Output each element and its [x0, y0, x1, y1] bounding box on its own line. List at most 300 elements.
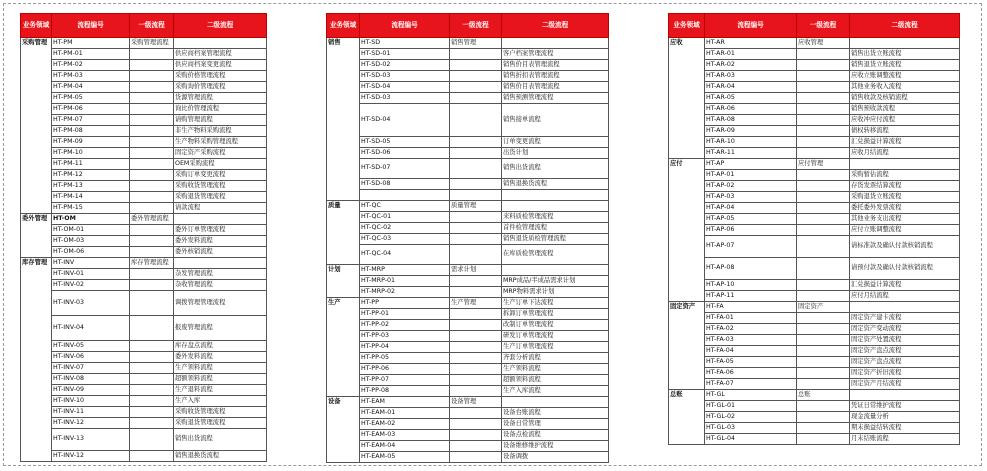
domain-cell: [669, 192, 705, 203]
domain-cell: [21, 363, 52, 374]
level2-cell: 库存盘点流程: [174, 341, 267, 352]
domain-cell: [669, 412, 705, 423]
level1-cell: [450, 287, 502, 298]
process-code-cell: HT-GL-03: [705, 423, 797, 434]
process-code-cell: HT-INV-05: [52, 341, 130, 352]
table-row: [21, 352, 267, 363]
level1-cell: [130, 363, 174, 374]
table-row: [327, 93, 609, 104]
table-row: [21, 396, 267, 407]
table-row: [327, 342, 609, 353]
level1-cell: [450, 179, 502, 190]
level2-cell: 销售退换货流程: [502, 179, 609, 190]
process-code-cell: HT-QC-02: [360, 223, 450, 234]
process-code-cell: HT-AR-02: [705, 60, 797, 71]
domain-cell: 销售: [327, 38, 360, 49]
table-row: [669, 236, 960, 258]
table-row: [21, 181, 267, 192]
table-row: [21, 148, 267, 159]
table-row: [327, 245, 609, 265]
domain-cell: [21, 71, 52, 82]
level1-cell: 应付管理: [797, 159, 850, 170]
domain-cell: [669, 236, 705, 258]
table-row: [21, 71, 267, 82]
level2-cell: 应收立账调整流程: [850, 71, 960, 82]
domain-cell: [327, 245, 360, 265]
level1-cell: [797, 291, 850, 302]
domain-cell: [327, 419, 360, 430]
table-row: [669, 49, 960, 60]
level1-cell: [450, 245, 502, 265]
level2-cell: 改制订单管理流程: [502, 320, 609, 331]
level2-cell: 期末损益结转流程: [850, 423, 960, 434]
table-row: [21, 192, 267, 203]
level2-cell: 采购退货管理流程: [174, 418, 267, 429]
level1-cell: 销售管理: [450, 38, 502, 49]
table-row: [327, 408, 609, 419]
level1-cell: [450, 49, 502, 60]
table-row: [327, 82, 609, 93]
level2-cell: 销售预测管理流程: [502, 93, 609, 104]
domain-cell: 库存管理: [21, 258, 52, 269]
table-row: [327, 452, 609, 463]
process-code-cell: HT-AR-04: [705, 82, 797, 93]
level2-cell: 生产入库流程: [502, 386, 609, 397]
process-code-cell: HT-SD-03: [360, 71, 450, 82]
level2-cell: 其他业务支出流程: [850, 214, 960, 225]
level2-cell: 首件检管理流程: [502, 223, 609, 234]
level2-cell: 固定资产盘点流程: [850, 357, 960, 368]
process-code-cell: HT-SD-05: [360, 137, 450, 148]
domain-cell: [21, 60, 52, 71]
domain-cell: [327, 234, 360, 245]
level2-cell: 固定资产建卡流程: [850, 313, 960, 324]
domain-cell: [327, 353, 360, 364]
level2-cell: 请购管理流程: [174, 115, 267, 126]
level1-cell: [797, 401, 850, 412]
process-code-cell: HT-AP-08: [705, 258, 797, 280]
domain-cell: [669, 423, 705, 434]
process-code-cell: HT-SD: [360, 38, 450, 49]
level1-cell: [130, 352, 174, 363]
process-code-cell: HT-INV-02: [52, 280, 130, 291]
process-code-cell: HT-AR-06: [705, 104, 797, 115]
level1-cell: 生产管理: [450, 298, 502, 309]
process-code-cell: HT-PM-02: [52, 60, 130, 71]
table-row: [327, 309, 609, 320]
level2-cell: 委外核销流程: [174, 247, 267, 258]
domain-cell: [327, 223, 360, 234]
table-row: [327, 419, 609, 430]
table-row: [669, 192, 960, 203]
level1-cell: [450, 408, 502, 419]
domain-cell: [327, 93, 360, 104]
domain-cell: 应收: [669, 38, 705, 49]
domain-cell: [327, 287, 360, 298]
level1-cell: [797, 82, 850, 93]
domain-cell: [327, 49, 360, 60]
level2-cell: 生产领料流程: [502, 364, 609, 375]
table-row: [21, 49, 267, 60]
process-code-cell: HT-OM: [52, 214, 130, 225]
process-code-cell: HT-QC: [360, 201, 450, 212]
level1-cell: [450, 441, 502, 452]
process-code-cell: HT-PM-01: [52, 49, 130, 60]
level1-cell: [450, 309, 502, 320]
level2-cell: 生产订单管理流程: [502, 342, 609, 353]
process-code-cell: HT-SD-02: [360, 60, 450, 71]
level1-cell: [130, 396, 174, 407]
level1-cell: [130, 192, 174, 203]
level2-cell: 销售出货流程: [502, 159, 609, 179]
level2-cell: 研发订单管理流程: [502, 331, 609, 342]
process-code-cell: HT-MRP-02: [360, 287, 450, 298]
domain-cell: [669, 357, 705, 368]
level1-cell: 采购管理流程: [130, 38, 174, 49]
level1-cell: [450, 137, 502, 148]
domain-cell: [669, 82, 705, 93]
header-domain: 业务领域: [669, 14, 705, 38]
table-row: [327, 159, 609, 179]
header-level1-process: 一级流程: [130, 14, 174, 38]
level1-cell: [450, 93, 502, 104]
process-code-cell: HT-AP-01: [705, 170, 797, 181]
process-code-cell: HT-PP-03: [360, 331, 450, 342]
level2-cell: 应付立账调整流程: [850, 225, 960, 236]
level1-cell: [130, 236, 174, 247]
level2-cell: 订单变更流程: [502, 137, 609, 148]
process-code-cell: HT-AP-06: [705, 225, 797, 236]
process-code-cell: HT-SD-06: [360, 148, 450, 159]
table-row: [669, 401, 960, 412]
level1-cell: [797, 203, 850, 214]
level1-cell: 委外管理流程: [130, 214, 174, 225]
level2-cell: 凭证日常维护流程: [850, 401, 960, 412]
domain-cell: [21, 159, 52, 170]
table-row: [21, 429, 267, 451]
domain-cell: [21, 126, 52, 137]
table-row: [327, 331, 609, 342]
domain-cell: [669, 214, 705, 225]
level1-cell: [450, 452, 502, 463]
level2-cell: [850, 38, 960, 49]
level2-cell: 固定资产变动流程: [850, 324, 960, 335]
table-row: [21, 203, 267, 214]
level2-cell: 采购退货立账流程: [850, 192, 960, 203]
table-row: [21, 291, 267, 316]
domain-cell: [327, 342, 360, 353]
process-code-cell: HT-GL-04: [705, 434, 797, 445]
level1-cell: [450, 320, 502, 331]
process-code-cell: HT-PM-11: [52, 159, 130, 170]
table-row: [21, 104, 267, 115]
domain-cell: [21, 429, 52, 451]
table-row: [669, 71, 960, 82]
process-code-cell: HT-PP-06: [360, 364, 450, 375]
process-code-cell: HT-FA-07: [705, 379, 797, 390]
domain-cell: [21, 291, 52, 316]
level2-cell: 固定资产折旧流程: [850, 368, 960, 379]
level2-cell: 存货发票结算流程: [850, 181, 960, 192]
table-row: [21, 214, 267, 225]
process-code-cell: HT-PM-05: [52, 93, 130, 104]
header-level2-process: 二级流程: [502, 14, 609, 38]
table-row: [327, 287, 609, 298]
process-code-cell: HT-PM-09: [52, 137, 130, 148]
level1-cell: 设备管理: [450, 397, 502, 408]
level2-cell: [174, 38, 267, 49]
header-level2-process: 二级流程: [174, 14, 267, 38]
process-code-cell: HT-QC-03: [360, 234, 450, 245]
domain-cell: [669, 434, 705, 445]
table-row: [21, 451, 267, 462]
table-row: [21, 407, 267, 418]
table-row: [669, 170, 960, 181]
domain-cell: [669, 401, 705, 412]
table-row: [327, 137, 609, 148]
process-code-cell: HT-SD-07: [360, 159, 450, 179]
process-code-cell: HT-PP-01: [360, 309, 450, 320]
level1-cell: [797, 434, 850, 445]
table-row: [21, 82, 267, 93]
process-code-cell: HT-PP-05: [360, 353, 450, 364]
process-code-cell: HT-PP: [360, 298, 450, 309]
table-row: [21, 236, 267, 247]
level2-cell: 来料质检管理流程: [502, 212, 609, 223]
table-row: [669, 324, 960, 335]
table-row: [669, 335, 960, 346]
domain-cell: [669, 258, 705, 280]
domain-cell: [327, 441, 360, 452]
header-domain: 业务领域: [21, 14, 52, 38]
domain-cell: [327, 408, 360, 419]
table-row: [327, 441, 609, 452]
domain-cell: [327, 331, 360, 342]
level1-cell: [130, 374, 174, 385]
domain-cell: [327, 71, 360, 82]
table-header-row: [669, 14, 960, 38]
domain-cell: [669, 280, 705, 291]
table-row: [21, 60, 267, 71]
level1-cell: [130, 407, 174, 418]
process-code-cell: HT-INV-06: [52, 352, 130, 363]
level1-cell: [130, 93, 174, 104]
domain-cell: [21, 181, 52, 192]
level2-cell: 债权转移流程: [850, 126, 960, 137]
domain-cell: [669, 148, 705, 159]
process-code-cell: HT-INV-10: [52, 396, 130, 407]
level1-cell: [797, 324, 850, 335]
domain-cell: [327, 148, 360, 159]
level2-cell: 杂发管理流程: [174, 269, 267, 280]
table-row: [327, 234, 609, 245]
level1-cell: [797, 214, 850, 225]
process-code-cell: HT-MRP: [360, 265, 450, 276]
process-code-cell: HT-INV: [52, 258, 130, 269]
domain-cell: [21, 374, 52, 385]
domain-cell: [21, 148, 52, 159]
process-code-cell: HT-OM-03: [52, 236, 130, 247]
process-code-cell: HT-EAM-03: [360, 430, 450, 441]
table-row: [669, 214, 960, 225]
process-code-cell: HT-GL: [705, 390, 797, 401]
level1-cell: [130, 126, 174, 137]
level2-cell: 超额领料流程: [174, 374, 267, 385]
level1-cell: [450, 342, 502, 353]
level2-cell: 生产物料采购管理流程: [174, 137, 267, 148]
level2-cell: 请预付款及确认付款核销流程: [850, 258, 960, 280]
domain-cell: [21, 352, 52, 363]
level2-cell: [850, 390, 960, 401]
level1-cell: [450, 430, 502, 441]
level2-cell: 销售价目表管理流程: [502, 60, 609, 71]
domain-cell: [327, 276, 360, 287]
level1-cell: [130, 71, 174, 82]
level1-cell: [450, 190, 502, 201]
level2-cell: 销售预收款流程: [850, 104, 960, 115]
process-code-cell: HT-AP-02: [705, 181, 797, 192]
level1-cell: 库存管理流程: [130, 258, 174, 269]
table-row: [21, 247, 267, 258]
process-code-cell: HT-PM-10: [52, 148, 130, 159]
domain-cell: 设备: [327, 397, 360, 408]
process-code-cell: HT-OM-06: [52, 247, 130, 258]
process-code-cell: HT-OM-01: [52, 225, 130, 236]
level1-cell: [797, 60, 850, 71]
level1-cell: [450, 375, 502, 386]
domain-cell: [21, 236, 52, 247]
domain-cell: [327, 430, 360, 441]
level2-cell: 采购询价管理流程: [174, 82, 267, 93]
domain-cell: 应付: [669, 159, 705, 170]
process-code-cell: HT-SD-04: [360, 104, 450, 137]
process-table-finance: [668, 13, 960, 445]
process-code-cell: HT-QC-01: [360, 212, 450, 223]
process-code-cell: HT-PM-07: [52, 115, 130, 126]
process-code-cell: HT-SD-04: [360, 82, 450, 93]
level2-cell: 销售接单流程: [502, 104, 609, 137]
process-code-cell: HT-INV-12: [52, 418, 130, 429]
process-code-cell: HT-FA-02: [705, 324, 797, 335]
level2-cell: 月末结账流程: [850, 434, 960, 445]
process-code-cell: HT-FA-03: [705, 335, 797, 346]
table-row: [327, 353, 609, 364]
table-row: [21, 269, 267, 280]
process-code-cell: HT-AP-04: [705, 203, 797, 214]
process-code-cell: HT-EAM-04: [360, 441, 450, 452]
header-process-code: 流程编号: [52, 14, 130, 38]
domain-cell: [21, 192, 52, 203]
level2-cell: 报废管理流程: [174, 316, 267, 341]
domain-cell: [327, 159, 360, 179]
level1-cell: [130, 159, 174, 170]
domain-cell: [21, 269, 52, 280]
level2-cell: [502, 201, 609, 212]
level1-cell: [797, 313, 850, 324]
table-row: [327, 320, 609, 331]
domain-cell: [327, 212, 360, 223]
level2-cell: 销售折扣表管理流程: [502, 71, 609, 82]
level2-cell: 调拨管理管理流程: [174, 291, 267, 316]
level2-cell: 生产入库: [174, 396, 267, 407]
domain-cell: [21, 170, 52, 181]
table-row: [669, 280, 960, 291]
table-row: [669, 357, 960, 368]
level1-cell: [797, 49, 850, 60]
process-code-cell: HT-INV-13: [52, 429, 130, 451]
domain-cell: [669, 93, 705, 104]
level2-cell: 请款流程: [174, 203, 267, 214]
level1-cell: [797, 126, 850, 137]
domain-cell: [669, 126, 705, 137]
level2-cell: 固定资产盘点流程: [850, 346, 960, 357]
level2-cell: 采购收货管理流程: [174, 181, 267, 192]
level2-cell: 固定资产采购流程: [174, 148, 267, 159]
level1-cell: [797, 258, 850, 280]
process-code-cell: HT-INV-08: [52, 374, 130, 385]
domain-cell: [327, 137, 360, 148]
process-code-cell: HT-PP-04: [360, 342, 450, 353]
level2-cell: 设备维修维护流程: [502, 441, 609, 452]
level2-cell: 委外订单管理流程: [174, 225, 267, 236]
domain-cell: 生产: [327, 298, 360, 309]
header-level2-process: 二级流程: [850, 14, 960, 38]
level2-cell: 汇兑损益计算流程: [850, 280, 960, 291]
domain-cell: [669, 104, 705, 115]
level1-cell: [797, 335, 850, 346]
domain-cell: [669, 379, 705, 390]
table-row: [669, 203, 960, 214]
level2-cell: 其他业务收入流程: [850, 82, 960, 93]
process-code-cell: HT-PM-15: [52, 203, 130, 214]
level2-cell: 超额领料流程: [502, 375, 609, 386]
process-table-sales: [326, 13, 609, 463]
domain-cell: [669, 225, 705, 236]
domain-cell: [669, 346, 705, 357]
domain-cell: [669, 181, 705, 192]
level2-cell: 销售出货流程: [174, 429, 267, 451]
process-code-cell: HT-INV-09: [52, 385, 130, 396]
header-process-code: 流程编号: [360, 14, 450, 38]
level1-cell: [797, 236, 850, 258]
level1-cell: [450, 353, 502, 364]
level2-cell: 货源管理流程: [174, 93, 267, 104]
level1-cell: [450, 419, 502, 430]
process-code-cell: HT-AP-03: [705, 192, 797, 203]
level2-cell: 采购暂估流程: [850, 170, 960, 181]
table-row: [21, 159, 267, 170]
process-code-cell: HT-AP-11: [705, 291, 797, 302]
domain-cell: [327, 309, 360, 320]
table-row: [669, 434, 960, 445]
table-row: [327, 38, 609, 49]
domain-cell: [21, 49, 52, 60]
domain-cell: [21, 407, 52, 418]
level2-cell: [502, 397, 609, 408]
level1-cell: [797, 104, 850, 115]
level1-cell: 总账: [797, 390, 850, 401]
domain-cell: [21, 418, 52, 429]
process-code-cell: HT-FA-06: [705, 368, 797, 379]
domain-cell: [21, 396, 52, 407]
table-row: [21, 137, 267, 148]
process-code-cell: HT-AR-09: [705, 126, 797, 137]
table-row: [669, 368, 960, 379]
level1-cell: [130, 385, 174, 396]
process-code-cell: HT-SD-03: [360, 93, 450, 104]
level1-cell: [450, 60, 502, 71]
level2-cell: 客户档案管理流程: [502, 49, 609, 60]
